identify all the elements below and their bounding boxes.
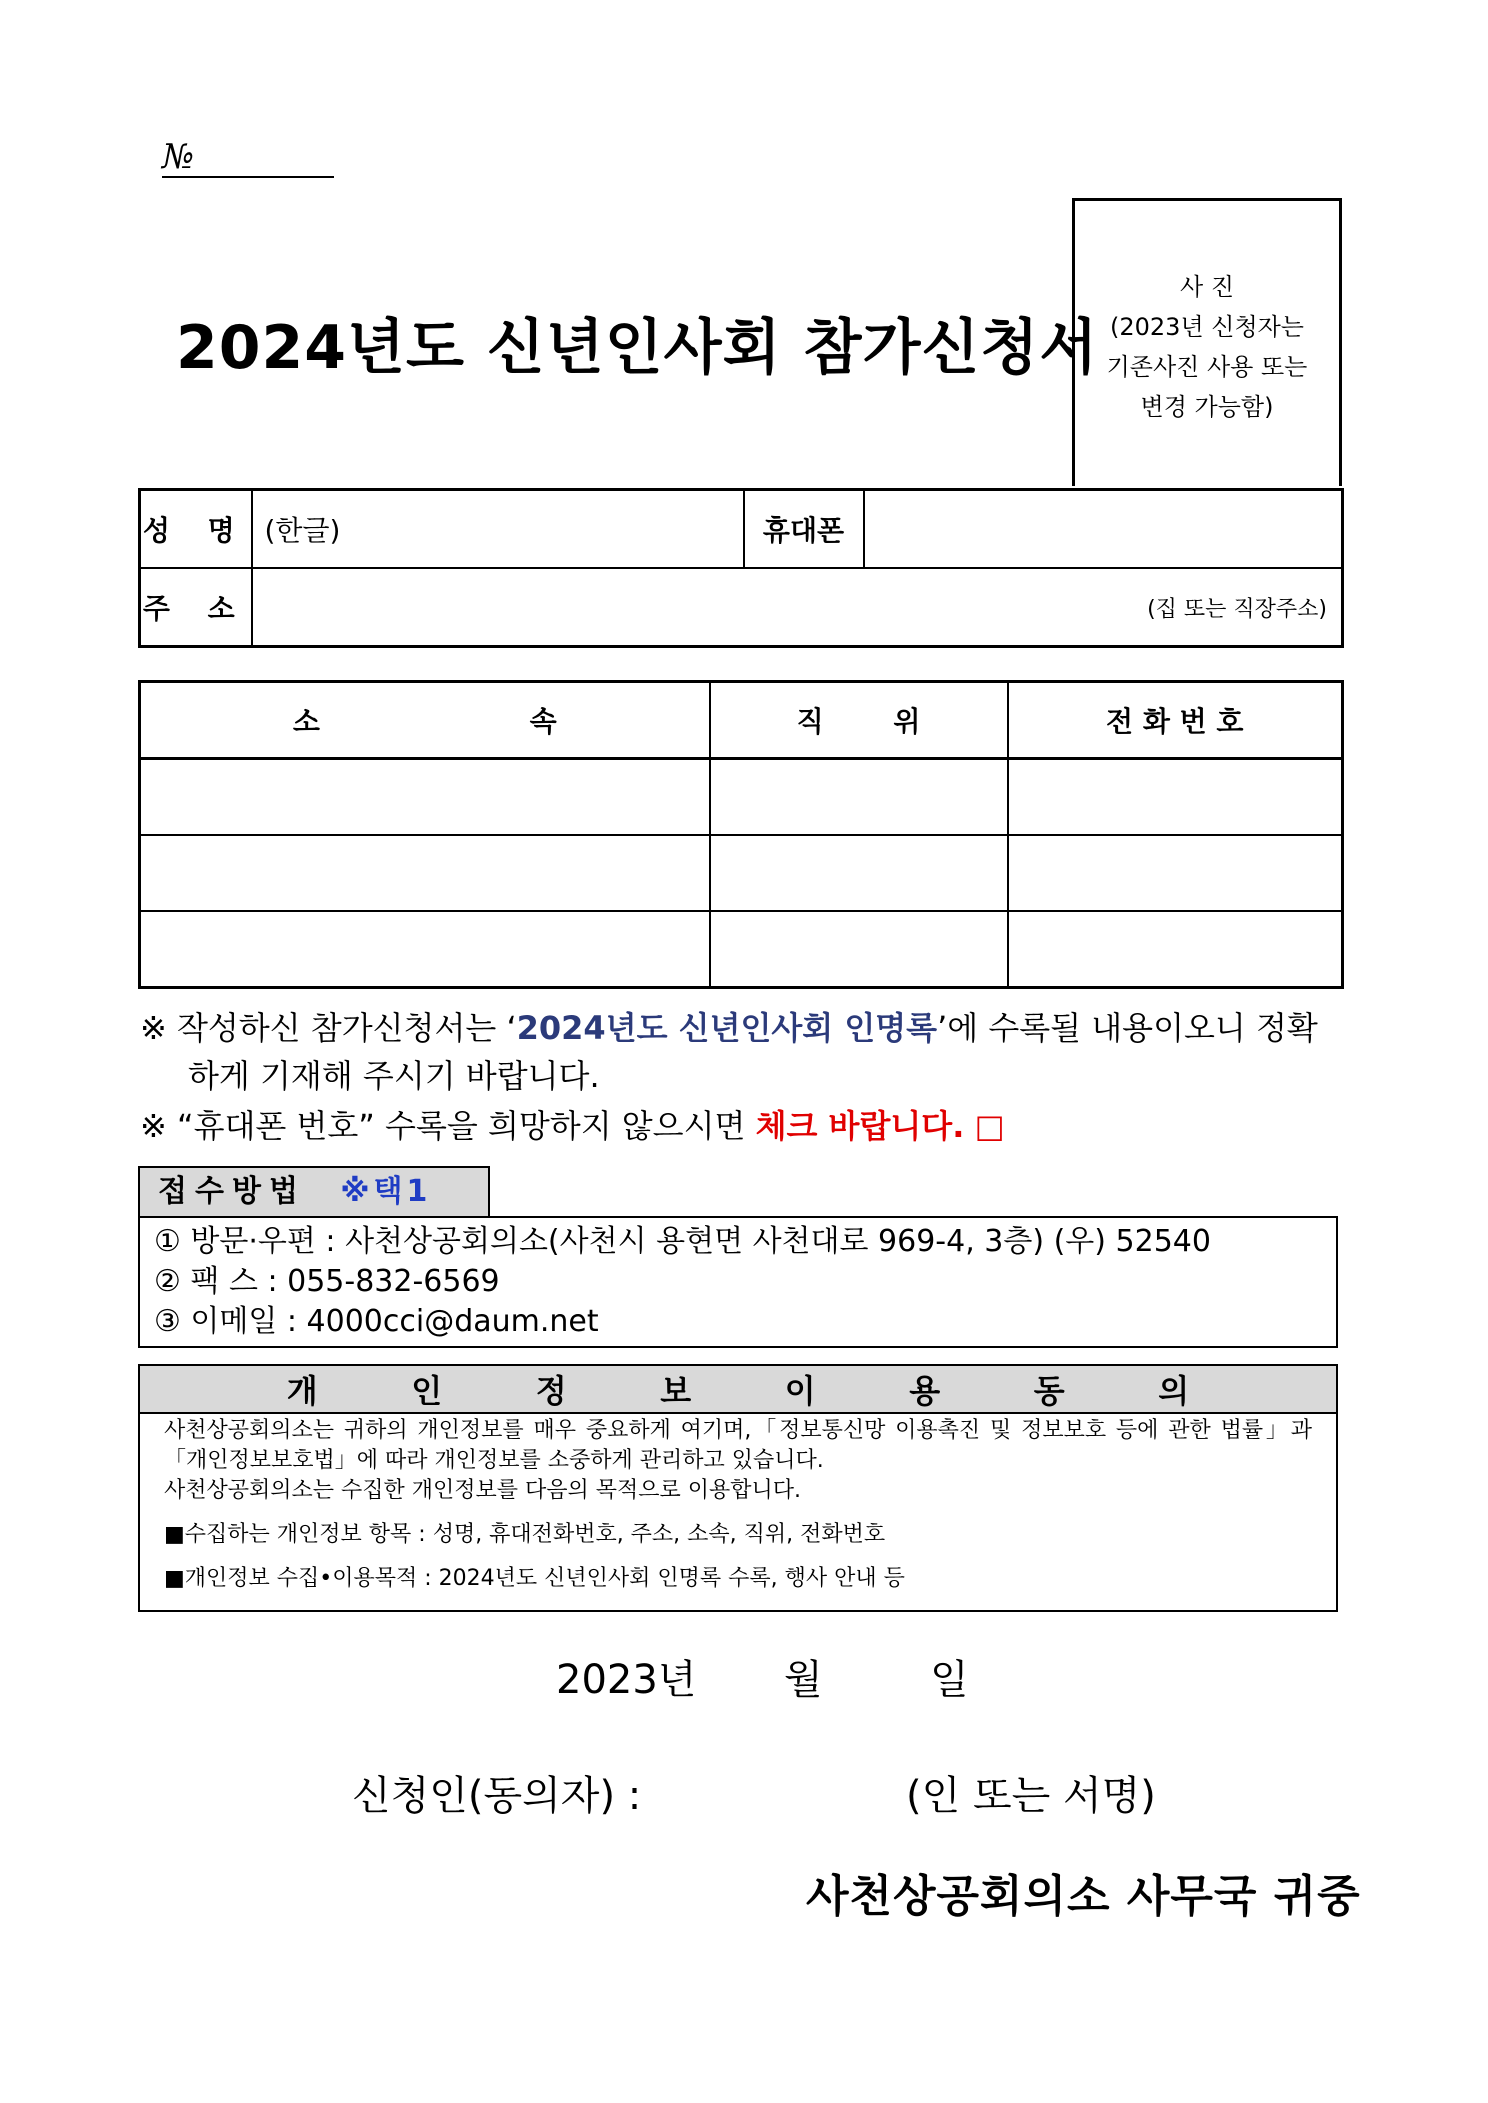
check-request: 체크 바랍니다.	[755, 1107, 965, 1145]
position-cell[interactable]	[710, 835, 1008, 911]
position-cell[interactable]	[710, 911, 1008, 988]
affiliation-cell[interactable]	[140, 835, 710, 911]
telephone-cell[interactable]	[1008, 911, 1343, 988]
recipient: 사천상공회의소 사무국 귀중	[806, 1871, 1361, 1922]
reception-methods	[138, 1216, 1338, 1348]
position-header: 직 위	[710, 682, 1008, 759]
personal-info-table	[138, 488, 1344, 648]
address-field[interactable]	[252, 568, 1343, 647]
name-label: 성 명	[140, 490, 252, 569]
phone-field[interactable]	[864, 490, 1343, 569]
table-row	[140, 835, 1343, 911]
phone-label: 휴대폰	[744, 490, 864, 569]
privacy-purpose: ■개인정보 수집•이용목적 : 2024년도 신년인사회 인명록 수록, 행사 안내 등	[164, 1566, 905, 1591]
address-note: (집 또는 직장주소)	[1147, 596, 1327, 622]
table-row	[140, 759, 1343, 836]
privacy-paragraph-2: 사천상공회의소는 수집한 개인정보를 다음의 목적으로 이용합니다.	[164, 1478, 802, 1503]
notice-directory: ※ 작성하신 참가신청서는 ‘2024년도 신년인사회 인명록’에 수록될 내용이오니 정확	[140, 1009, 1318, 1047]
telephone-cell[interactable]	[1008, 759, 1343, 836]
photo-line: 변경 가능함)	[1140, 393, 1274, 421]
position-cell[interactable]	[710, 759, 1008, 836]
document-number-field[interactable]	[162, 137, 334, 178]
privacy-consent-text	[138, 1412, 1338, 1612]
affiliation-cell[interactable]	[140, 911, 710, 988]
affiliation-header: 소 속	[140, 682, 710, 759]
opt-out-checkbox[interactable]: □	[974, 1107, 1005, 1145]
telephone-header: 전 화 번 호	[1008, 682, 1343, 759]
date-day[interactable]: 일	[930, 1657, 969, 1703]
photo-line: (2023년 신청자는	[1110, 313, 1304, 341]
photo-line: 사 진	[1180, 273, 1234, 301]
date-year: 2023년	[556, 1657, 697, 1703]
organization-table	[138, 680, 1344, 989]
reception-visit-mail: ① 방문·우편 : 사천상공회의소(사천시 용현면 사천대로 969-4, 3층) (우) 52540	[154, 1224, 1211, 1259]
affiliation-cell[interactable]	[140, 759, 710, 836]
directory-name: 2024년도 신년인사회 인명록	[516, 1009, 938, 1047]
telephone-cell[interactable]	[1008, 835, 1343, 911]
number-sign: №	[162, 137, 195, 177]
table-row	[140, 911, 1343, 988]
choose-one-note: ※택1	[340, 1174, 432, 1209]
photo-instructions	[1075, 267, 1339, 427]
address-label: 주 소	[140, 568, 252, 647]
notice-phone-opt-out: ※ “휴대폰 번호” 수록을 희망하지 않으시면 체크 바랍니다. □	[140, 1107, 1005, 1145]
name-field[interactable]	[252, 490, 744, 569]
privacy-collected-items: ■수집하는 개인정보 항목 : 성명, 휴대전화번호, 주소, 소속, 직위, 전화번호	[164, 1522, 886, 1547]
photo-line: 기존사진 사용 또는	[1106, 353, 1308, 381]
name-placeholder: (한글)	[264, 514, 341, 547]
signature-field[interactable]: (인 또는 서명)	[906, 1773, 1156, 1819]
applicant-label: 신청인(동의자) :	[352, 1773, 642, 1819]
page-title: 2024년도 신년인사회 참가신청서	[176, 313, 1099, 383]
notice-directory-line2: 하게 기재해 주시기 바랍니다.	[188, 1057, 600, 1095]
date-month[interactable]: 월	[784, 1657, 823, 1703]
privacy-consent-heading: 개 인 정 보 이 용 동 의	[138, 1364, 1338, 1414]
reception-email[interactable]: ③ 이메일 : 4000cci@daum.net	[154, 1304, 599, 1339]
reception-fax: ② 팩 스 : 055-832-6569	[154, 1264, 500, 1299]
photo-box[interactable]	[1072, 198, 1342, 486]
privacy-paragraph: 사천상공회의소는 귀하의 개인정보를 매우 중요하게 여기며,「정보통신망 이용촉진 및 정보보호 등에 관한 법률」과「개인정보보호법」에 따라 개인정보를 소중하게 관리하고 있습니다.	[164, 1418, 1312, 1473]
reception-method-heading: 접수방법 ※택1	[138, 1166, 490, 1218]
